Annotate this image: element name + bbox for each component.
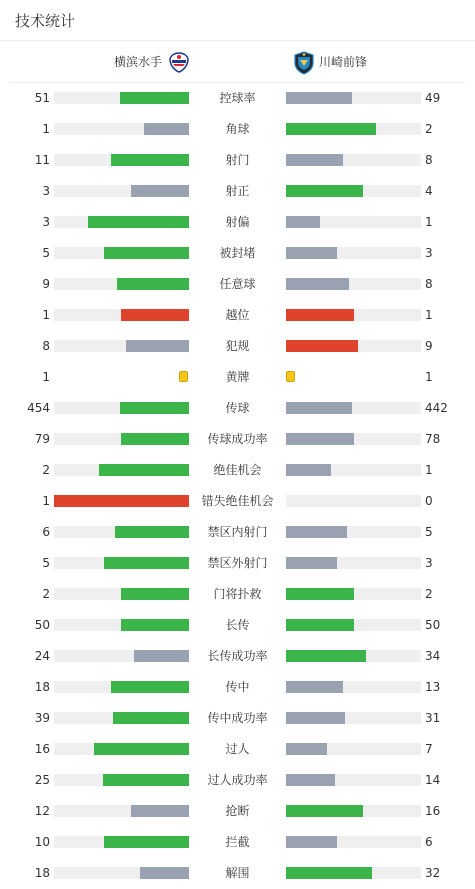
away-stat-value: 50 [425,618,441,632]
away-stat-value: 49 [425,91,441,105]
home-stat-bar-track [54,557,189,569]
stat-label: 过人成功率 [207,773,268,787]
away-stat-bar-track [286,774,421,786]
home-stat-bar-track [54,464,189,476]
home-stat-bar [131,185,189,197]
home-team-crest-icon [168,51,190,73]
away-stat-bar-track [286,805,421,817]
stat-label: 射门 [225,153,250,167]
away-stat-value: 9 [425,339,433,353]
stats-header [0,0,475,41]
away-stat-bar-track [286,278,421,290]
home-stat-bar [121,433,189,445]
stat-row [0,796,475,827]
stat-row [0,672,475,703]
home-stat-value: 8 [42,339,50,353]
home-stat-bar [120,402,189,414]
page-title: 技术统计 [15,11,76,30]
home-stat-bar [131,805,189,817]
away-team-name: 川崎前锋 [319,55,368,69]
stat-label: 传球成功率 [207,432,268,446]
away-stat-bar-track [286,464,421,476]
away-stat-bar [286,743,327,755]
away-stat-value: 1 [425,370,433,384]
home-stat-bar [121,619,189,631]
away-stat-value: 442 [425,401,448,415]
home-stat-bar-track [54,526,189,538]
away-stat-value: 7 [425,742,433,756]
away-stat-bar [286,185,363,197]
home-stat-value: 50 [34,618,50,632]
home-stat-bar [111,681,189,693]
home-stat-bar-track [54,433,189,445]
home-stat-value: 9 [42,277,50,291]
away-stat-bar-track [286,712,421,724]
away-stat-value: 14 [425,773,441,787]
home-stat-bar [140,867,189,879]
home-stat-bar-track [54,309,189,321]
home-stat-bar-track [54,402,189,414]
away-stat-value: 6 [425,835,433,849]
away-team[interactable] [292,41,367,82]
away-stat-value: 16 [425,804,441,818]
stat-label: 过人 [225,742,250,756]
home-stat-bar-track [54,867,189,879]
stat-label: 传球 [225,401,250,415]
stat-label: 传中成功率 [207,711,268,725]
stat-row [0,424,475,455]
stat-label: 拦截 [225,835,250,849]
home-stat-bar-track [54,495,189,507]
away-stat-bar [286,619,354,631]
away-stat-bar-track [286,619,421,631]
home-stat-value: 2 [42,463,50,477]
away-stat-value: 1 [425,215,433,229]
home-stat-value: 1 [42,122,50,136]
away-stat-bar-track [286,836,421,848]
stat-row [0,486,475,517]
stat-row [0,548,475,579]
away-stat-value: 78 [425,432,441,446]
away-stat-bar-track [286,495,421,507]
home-stat-bar [88,216,189,228]
home-stat-value: 1 [42,370,50,384]
stat-label: 角球 [225,122,250,136]
away-stat-value: 1 [425,308,433,322]
home-team-name: 横滨水手 [114,55,163,69]
away-team-crest-icon [292,51,314,73]
away-stat-bar [286,464,331,476]
home-stat-value: 3 [42,215,50,229]
away-stat-value: 31 [425,711,441,725]
away-stat-bar-track [286,247,421,259]
home-stat-bar-track [54,743,189,755]
home-stat-bar-track [54,185,189,197]
stat-label: 黄牌 [225,370,250,384]
away-stat-bar [286,836,337,848]
stat-label: 长传 [225,618,250,632]
stat-label: 射偏 [225,215,250,229]
home-stat-bar-track [54,216,189,228]
away-stat-bar [286,650,366,662]
home-stat-bar [111,154,189,166]
away-yellow-card-icon [286,371,295,382]
home-stat-bar-track [54,123,189,135]
away-stat-value: 13 [425,680,441,694]
home-team[interactable] [114,41,190,82]
stat-label: 任意球 [219,277,256,291]
away-stat-bar [286,309,354,321]
away-stat-value: 5 [425,525,433,539]
away-stat-bar-track [286,216,421,228]
stat-label: 抢断 [225,804,250,818]
home-stat-value: 18 [34,866,50,880]
home-stat-bar-track [54,588,189,600]
home-stat-bar-track [54,619,189,631]
away-stat-bar [286,402,352,414]
away-stat-bar-track [286,588,421,600]
stat-label: 错失绝佳机会 [201,494,274,508]
home-stat-value: 1 [42,308,50,322]
away-stat-bar [286,278,349,290]
home-stat-bar [104,836,189,848]
stat-row [0,703,475,734]
stat-row [0,269,475,300]
stat-row [0,145,475,176]
home-stat-bar-track [54,340,189,352]
stat-label: 越位 [225,308,250,322]
home-stat-value: 24 [34,649,50,663]
home-stat-bar [120,92,189,104]
home-stat-value: 25 [34,773,50,787]
home-stat-value: 5 [42,246,50,260]
home-stat-bar-track [54,247,189,259]
away-stat-bar-track [286,154,421,166]
away-stat-value: 3 [425,246,433,260]
home-stat-bar-track [54,92,189,104]
home-stat-value: 3 [42,184,50,198]
home-stat-value: 79 [34,432,50,446]
home-stat-bar-track [54,774,189,786]
home-stat-bar [99,464,189,476]
home-stat-value: 2 [42,587,50,601]
home-stat-bar [54,495,189,507]
home-stat-bar [126,340,189,352]
away-stat-bar-track [286,681,421,693]
home-stat-value: 11 [34,153,50,167]
away-stat-bar-track [286,309,421,321]
home-stat-value: 6 [42,525,50,539]
stat-row [0,827,475,858]
stat-label: 门将扑救 [213,587,262,601]
away-stat-bar-track [286,185,421,197]
home-stat-bar-track [54,836,189,848]
stat-row [0,858,475,889]
home-stat-bar [94,743,189,755]
stat-label: 犯规 [225,339,250,353]
stat-label: 长传成功率 [207,649,268,663]
away-stat-bar-track [286,402,421,414]
away-stat-bar [286,154,343,166]
stat-row [0,300,475,331]
stat-row [0,455,475,486]
away-stat-value: 2 [425,587,433,601]
home-stat-bar-track [54,278,189,290]
stat-label: 禁区内射门 [207,525,268,539]
stat-label: 解围 [225,866,250,880]
away-stat-value: 34 [425,649,441,663]
away-stat-bar [286,867,372,879]
home-stat-value: 5 [42,556,50,570]
away-stat-bar [286,712,345,724]
away-stat-bar-track [286,867,421,879]
home-stat-value: 16 [34,742,50,756]
away-stat-value: 8 [425,277,433,291]
home-stat-bar [144,123,189,135]
stat-label: 控球率 [219,91,256,105]
home-stat-bar [121,588,189,600]
stat-row [0,238,475,269]
home-stat-value: 39 [34,711,50,725]
away-stat-value: 2 [425,122,433,136]
away-stat-bar-track [286,743,421,755]
stat-row [0,362,475,393]
stat-row [0,176,475,207]
home-stat-value: 18 [34,680,50,694]
stat-label: 禁区外射门 [207,556,268,570]
away-stat-bar-track [286,340,421,352]
away-stat-bar [286,681,343,693]
away-stat-value: 1 [425,463,433,477]
away-stat-bar-track [286,92,421,104]
away-stat-bar [286,216,320,228]
stat-row [0,610,475,641]
stat-row [0,393,475,424]
away-stat-value: 0 [425,494,433,508]
home-stat-value: 12 [34,804,50,818]
home-yellow-card-icon [179,371,188,382]
stat-row [0,734,475,765]
home-stat-value: 51 [34,91,50,105]
home-stat-bar [104,557,189,569]
teams-bar [10,41,465,83]
stat-label: 绝佳机会 [213,463,262,477]
away-stat-value: 32 [425,866,441,880]
away-stat-bar [286,247,337,259]
away-stat-bar [286,588,354,600]
away-stat-bar [286,557,337,569]
away-stat-bar-track [286,123,421,135]
away-stat-bar [286,433,354,445]
home-stat-bar [117,278,189,290]
away-stat-bar [286,774,335,786]
away-stat-value: 4 [425,184,433,198]
away-stat-bar-track [286,526,421,538]
home-stat-bar [121,309,189,321]
home-stat-bar [113,712,189,724]
home-stat-bar-track [54,154,189,166]
stat-label: 射正 [225,184,250,198]
away-stat-bar [286,123,376,135]
home-stat-bar [134,650,189,662]
away-stat-bar [286,805,363,817]
stat-row [0,517,475,548]
away-stat-bar [286,340,358,352]
home-stat-bar-track [54,712,189,724]
stat-row [0,207,475,238]
home-stat-value: 454 [27,401,50,415]
stat-row [0,765,475,796]
away-stat-bar [286,92,352,104]
stat-label: 被封堵 [219,246,256,260]
stat-row [0,641,475,672]
away-stat-bar-track [286,650,421,662]
away-stat-bar [286,526,347,538]
away-stat-bar-track [286,433,421,445]
stat-row [0,579,475,610]
stat-row [0,83,475,114]
stat-label: 传中 [225,680,250,694]
home-stat-bar-track [54,805,189,817]
home-stat-bar [115,526,189,538]
stat-row [0,114,475,145]
home-stat-bar [104,247,189,259]
away-stat-value: 3 [425,556,433,570]
home-stat-bar-track [54,681,189,693]
away-stat-bar-track [286,557,421,569]
stat-row [0,331,475,362]
home-stat-value: 10 [34,835,50,849]
away-stat-value: 8 [425,153,433,167]
home-stat-bar-track [54,650,189,662]
home-stat-bar [103,774,189,786]
home-stat-value: 1 [42,494,50,508]
